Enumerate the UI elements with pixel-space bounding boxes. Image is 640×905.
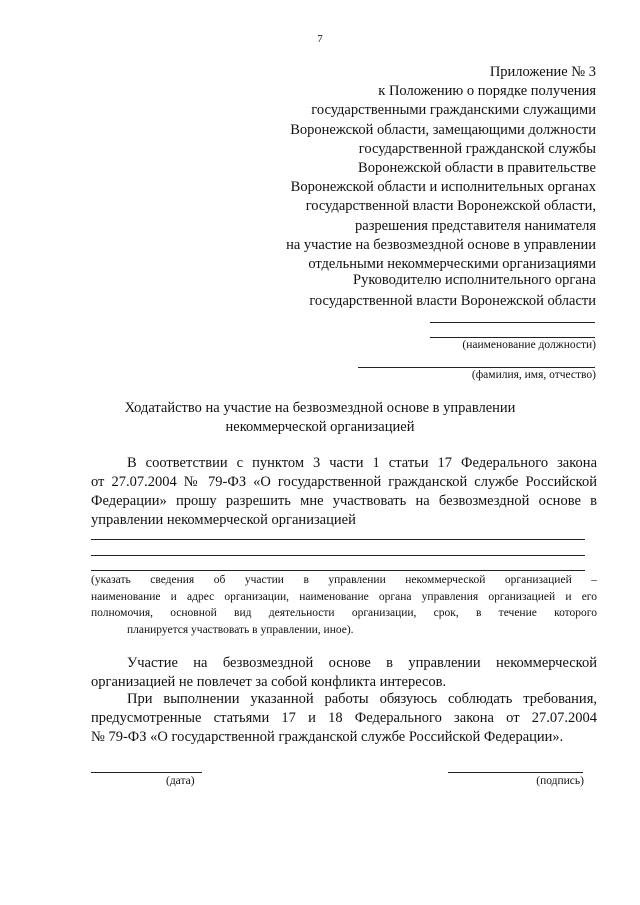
- appendix-line: Воронежской области в правительстве: [358, 160, 596, 177]
- title-line: Ходатайство на участие на безвозмездной основе в управлении: [124, 400, 516, 416]
- appendix-line: Воронежской области и исполнительных органах: [290, 179, 596, 196]
- no-conflict-line: организацией не повлечет за собой конфликта интересов.: [91, 674, 447, 690]
- position-field-line[interactable]: [430, 337, 595, 338]
- request-line: от 27.07.2004 № 79-ФЗ «О государственной гражданской службе Российской: [91, 474, 597, 490]
- organization-details-line[interactable]: [91, 555, 585, 556]
- appendix-line: отдельными некоммерческими организациями: [308, 256, 596, 273]
- request-line: В соответствии с пунктом 3 части 1 статьи 17 Федерального закона: [127, 455, 597, 471]
- organization-details-line[interactable]: [91, 570, 585, 571]
- obligation-line: При выполнении указанной работы обязуюсь соблюдать требования,: [127, 691, 597, 707]
- date-caption: (дата): [166, 775, 195, 787]
- position-caption: (наименование должности): [462, 339, 596, 351]
- addressee-line: государственной власти Воронежской области: [309, 293, 596, 309]
- appendix-line: государственными гражданскими служащими: [311, 102, 596, 119]
- organization-details-line[interactable]: [91, 539, 585, 540]
- document-title: [0, 399, 640, 437]
- request-line: Федерации» прошу разрешить мне участвовать на безвозмездной основе в: [91, 493, 597, 509]
- signature-caption: (подпись): [536, 775, 584, 787]
- note-line: полномочия, основной вид деятельности организации, срок, в течение которого: [91, 607, 597, 619]
- note-line: наименование и адрес организации, наименование органа управления организацией и его: [91, 590, 597, 603]
- obligation-paragraph: [91, 690, 597, 747]
- name-field-line[interactable]: [358, 367, 595, 368]
- appendix-line: государственной власти Воронежской области,: [305, 198, 596, 215]
- note-line: (указать сведения об участии в управлении некоммерческой организацией –: [91, 574, 597, 586]
- appendix-header: [176, 63, 596, 274]
- page-number: 7: [317, 33, 323, 45]
- appendix-line: Воронежской области, замещающими должности: [290, 121, 596, 138]
- appendix-line: Приложение № 3: [489, 64, 596, 80]
- no-conflict-line: Участие на безвозмездной основе в управлении некоммерческой: [127, 655, 597, 671]
- no-conflict-paragraph: [91, 654, 597, 692]
- note-line: планируется участвовать в управлении, иное).: [127, 623, 354, 636]
- name-caption: (фамилия, имя, отчество): [471, 369, 596, 381]
- position-field-line[interactable]: [430, 322, 595, 323]
- appendix-line: к Положению о порядке получения: [378, 83, 596, 100]
- organization-details-note: [91, 572, 597, 638]
- appendix-line: разрешения представителя нанимателя: [355, 217, 596, 234]
- addressee-line: Руководителю исполнительного органа: [353, 272, 596, 288]
- date-field-line[interactable]: [91, 772, 202, 773]
- request-paragraph: [91, 454, 597, 530]
- appendix-line: государственной гражданской службы: [358, 140, 596, 157]
- obligation-line: № 79-ФЗ «О государственной гражданской службе Российской Федерации».: [91, 729, 564, 745]
- obligation-line: предусмотренные статьями 17 и 18 Федерального закона от 27.07.2004: [91, 710, 597, 726]
- appendix-line: на участие на безвозмездной основе в управлении: [286, 236, 596, 253]
- addressee-block: [176, 270, 596, 312]
- signature-field-line[interactable]: [448, 772, 583, 773]
- title-line: некоммерческой организацией: [225, 419, 415, 435]
- request-line: управлении некоммерческой организацией: [91, 512, 356, 528]
